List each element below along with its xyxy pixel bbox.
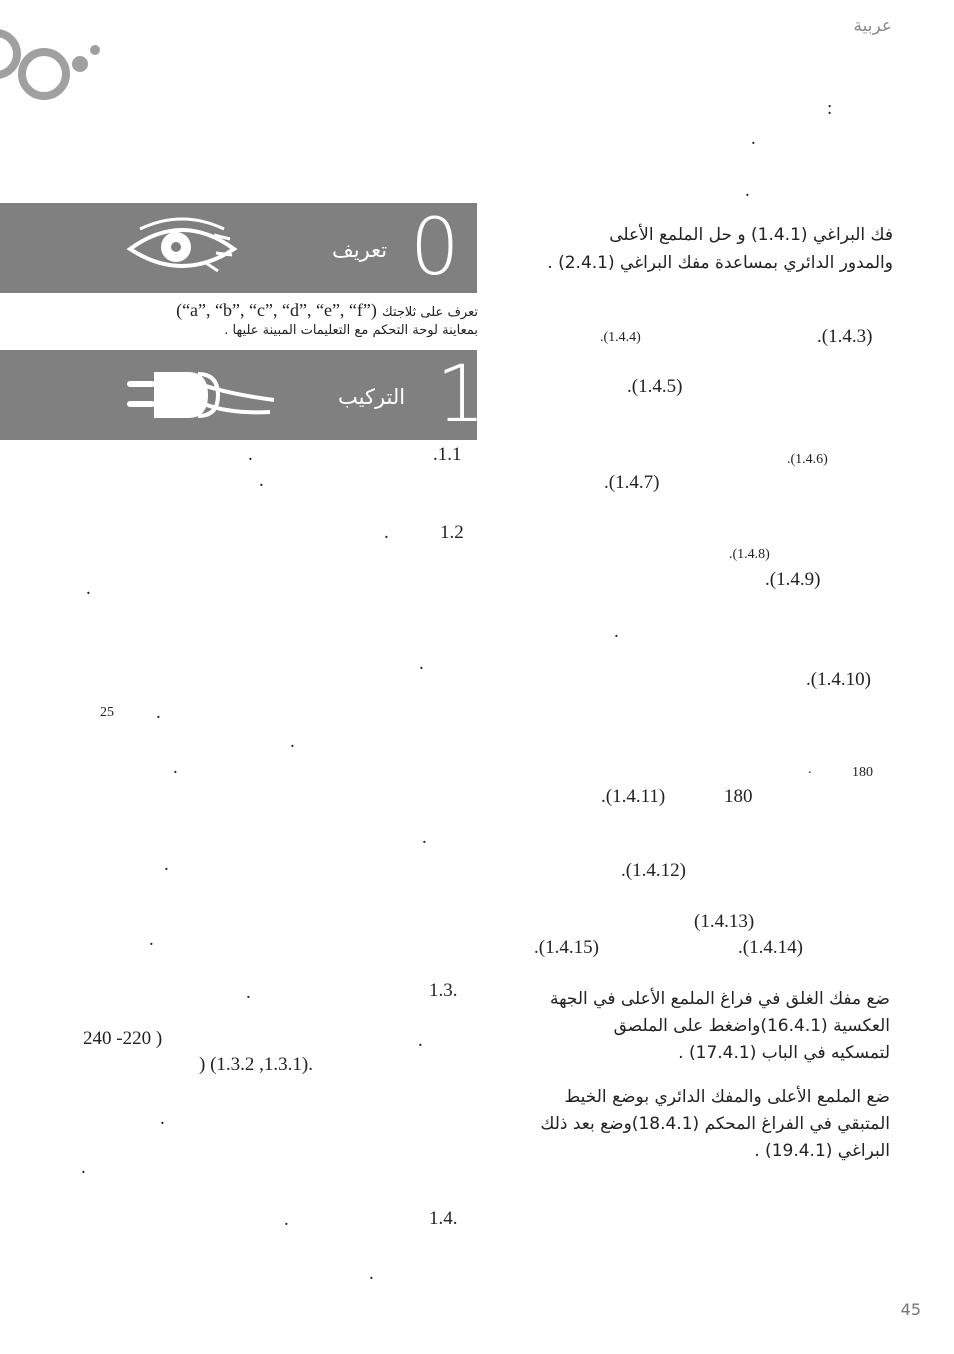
text-fragment: . [290, 731, 295, 752]
figure-refs-1-3: ) (1.3.2 ,1.3.1). [199, 1054, 313, 1075]
number-180-a: 180 [852, 765, 873, 780]
text-fragment: . [369, 1263, 374, 1284]
language-label: عربية [853, 16, 892, 36]
eye-icon [126, 217, 238, 277]
voltage-range: 240 -220 ) [83, 1028, 163, 1049]
identification-text-line2: بمعاينة لوحة التحكم مع التعليمات المبينة عليها . [224, 323, 478, 338]
text-fragment: . [751, 128, 756, 149]
text-fragment: . [246, 982, 251, 1003]
section-1-4-number: 1.4. [429, 1208, 458, 1229]
fig-ref-1-4-12: .(1.4.12) [621, 860, 686, 881]
section-1-1-number: .1.1 [433, 444, 462, 465]
fig-ref-1-4-9: .(1.4.9) [765, 569, 821, 590]
fig-ref-1-4-11: .(1.4.11) [601, 786, 666, 807]
text-fragment: . [745, 180, 750, 201]
section-installation-band [0, 350, 486, 440]
text-fragment: . [156, 702, 161, 723]
instruction-1-line2: والمدور الدائري بمساعدة مفك البراغي (2.4.1) . [547, 253, 893, 273]
plug-icon [126, 364, 278, 426]
text-fragment: . [81, 1157, 86, 1178]
fig-ref-1-4-13: (1.4.13) [694, 911, 755, 932]
text-fragment: . [422, 827, 427, 848]
section-identification-number: 0 [410, 203, 460, 293]
fig-ref-1-4-4: .(1.4.4) [600, 330, 641, 345]
number-25: 25 [100, 705, 114, 720]
instruction-2-line2: العكسية (16.4.1)واضغط على الملصق [613, 1016, 890, 1036]
section-installation-number: 1 [436, 350, 486, 440]
text-fragment: . [173, 757, 178, 778]
text-fragment: . [418, 1030, 423, 1051]
section-identification-title: تعريف [332, 238, 388, 262]
text-fragment: . [86, 578, 91, 599]
page-number: 45 [900, 1300, 921, 1319]
text-fragment: . [248, 444, 253, 465]
instruction-2-line3: لتمسكيه في الباب (17.4.1) . [678, 1043, 890, 1063]
text-fragment: . [808, 762, 812, 777]
section-identification-band [0, 203, 477, 293]
fig-ref-1-4-6: .(1.4.6) [787, 452, 828, 467]
section-installation-title: التركيب [338, 385, 406, 409]
fig-ref-1-4-7: .(1.4.7) [604, 472, 660, 493]
text-fragment: . [284, 1209, 289, 1230]
text-fragment: . [384, 522, 389, 543]
text-fragment: . [419, 653, 424, 674]
section-1-3-number: 1.3. [429, 980, 458, 1001]
section-1-2-number: 1.2 [440, 522, 464, 543]
identification-codes: (“a”, “b”, “c”, “d”, “e”, “f”) [176, 300, 377, 320]
instruction-3-line1: ضع الملمع الأعلى والمفك الدائري بوضع الخيط [564, 1087, 890, 1107]
text-fragment: . [160, 1108, 165, 1129]
instruction-3-line2: المتبقي في الفراغ المحكم (18.4.1)وضع بعد ذلك [540, 1114, 890, 1134]
fig-ref-1-4-14: .(1.4.14) [738, 937, 803, 958]
fig-ref-1-4-10: .(1.4.10) [806, 669, 871, 690]
number-180-b: 180 [724, 786, 753, 807]
text-fragment: . [164, 854, 169, 875]
colon-fragment: : [827, 98, 833, 119]
fig-ref-1-4-3: .(1.4.3) [817, 326, 873, 347]
instruction-1-line1: فك البراغي (1.4.1) و حل الملمع الأعلى [609, 225, 893, 245]
text-fragment: . [259, 470, 264, 491]
instruction-3-line3: البراغي (19.4.1) . [754, 1141, 890, 1161]
text-fragment: . [614, 621, 619, 642]
fig-ref-1-4-5: .(1.4.5) [627, 376, 683, 397]
identification-text: تعرف على ثلاجتك [382, 305, 478, 320]
identification-text-line1 [116, 300, 478, 321]
instruction-2-line1: ضع مفك الغلق في فراغ الملمع الأعلى في الجهة [549, 989, 890, 1009]
brand-logo [0, 12, 110, 107]
text-fragment: . [149, 929, 154, 950]
fig-ref-1-4-15: .(1.4.15) [534, 937, 599, 958]
fig-ref-1-4-8: .(1.4.8) [729, 547, 770, 562]
